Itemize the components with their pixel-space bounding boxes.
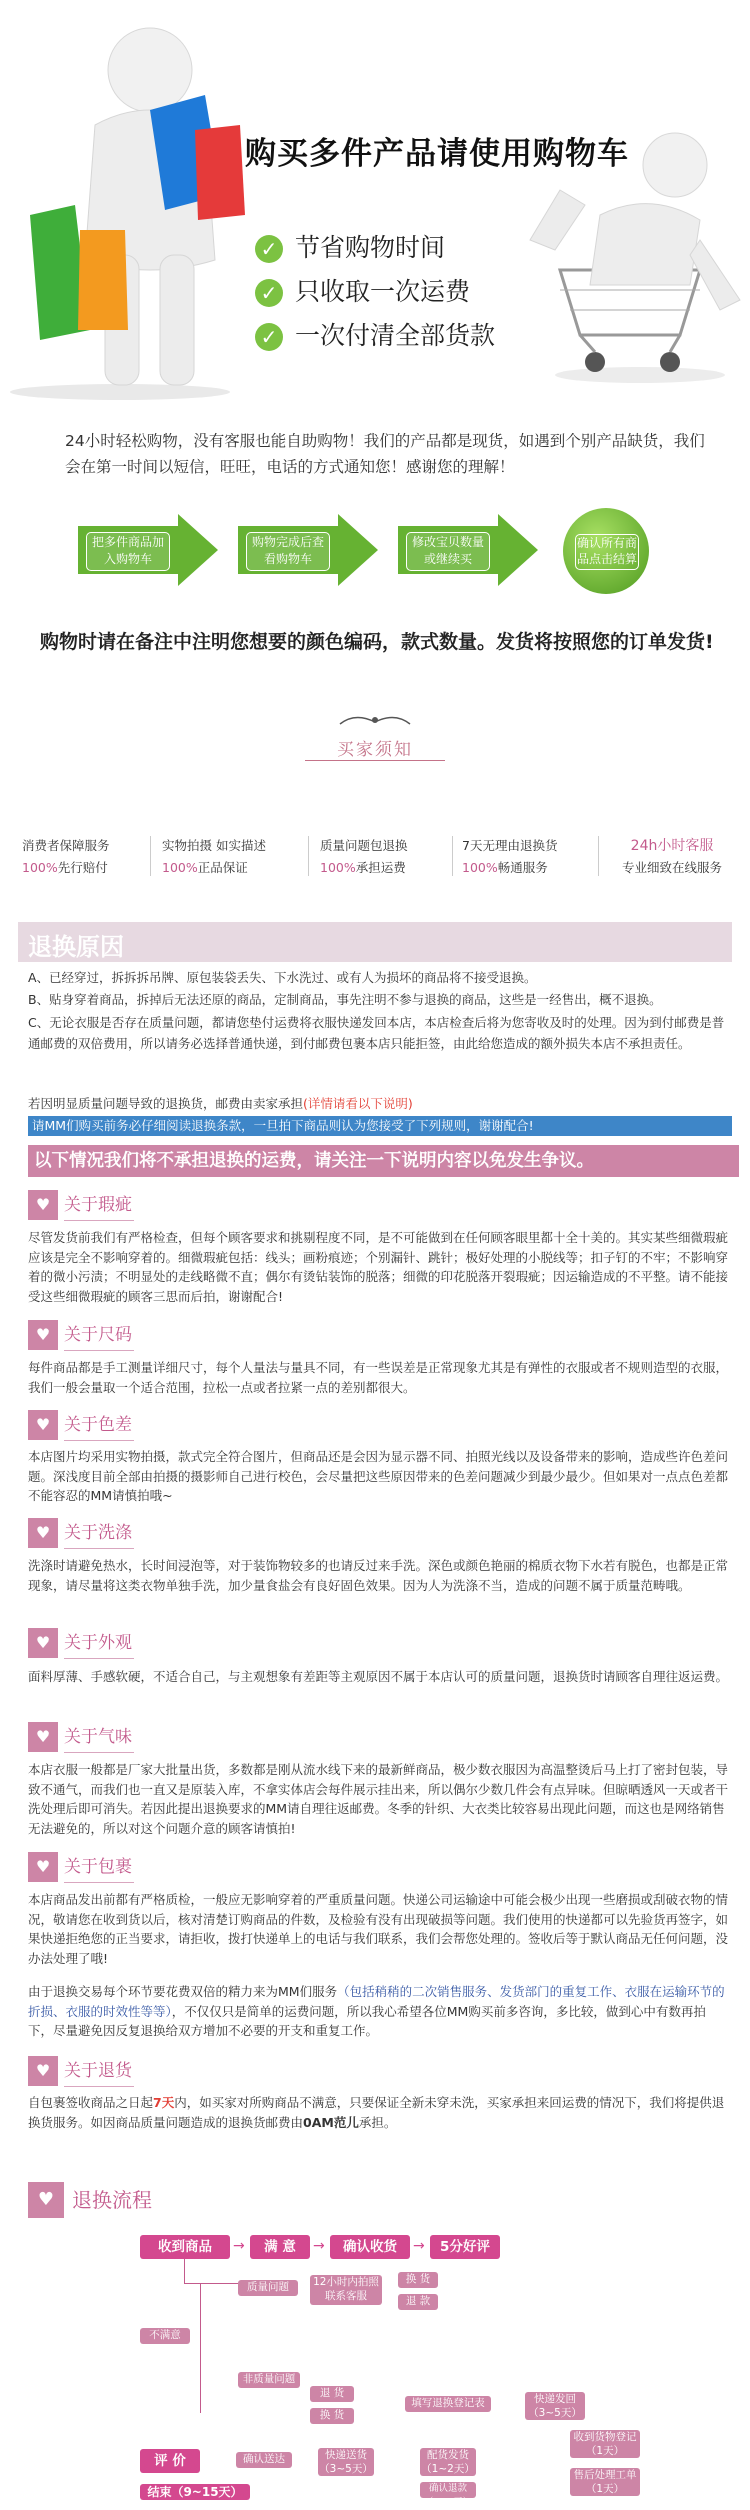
reason-a: A、已经穿过，拆拆拆吊牌、原包装袋丢失、下水洗过、或有人为损坏的商品将不接受退换。 [28, 970, 537, 985]
section-title: 关于色差 [64, 1415, 132, 1435]
flow-contact: 12小时内拍照联系客服 [310, 2275, 382, 2305]
section-title: 关于气味 [64, 1727, 132, 1747]
reason-note [28, 1094, 728, 1114]
service-desc: 承担运费 [355, 860, 406, 875]
flow-evaluate: 评 价 [140, 2449, 200, 2473]
flow-fill: 填写退换登记表 [405, 2396, 491, 2412]
flow-satisfied: 满 意 [250, 2235, 310, 2259]
arrow-right-icon: → [413, 2238, 425, 2254]
trust-suffix: ，不仅仅只是简单的运费问题，所以我心希望各位MM购买前多咨询，多比较，做到心中有数再拍下，尽量避免因反复退换给双方增加不必要的开支和重复工作。 [28, 2003, 706, 2038]
section-title: 关于尺码 [64, 1325, 132, 1345]
section-wash-heading [28, 1518, 132, 1548]
step-label: 把多件商品加入购物车 [86, 532, 170, 571]
benefit-label: 一次付清全部货款 [295, 321, 496, 350]
heart-icon: ♥ [28, 1190, 58, 1220]
heart-icon: ♥ [28, 1410, 58, 1440]
flow-refund-pay: 确认退款（1~2天） [420, 2482, 476, 2498]
step-label: 修改宝贝数量或继续买 [406, 532, 490, 571]
benefit-3 [255, 316, 495, 352]
flow-rate: 5分好评 [430, 2235, 500, 2259]
benefit-1 [255, 228, 445, 264]
divider [305, 760, 445, 761]
service-title: 实物拍摄 如实描述 [162, 838, 266, 853]
flow-refund-1: 退 款 [398, 2294, 438, 2310]
arrow-right-icon: → [313, 2238, 325, 2254]
heart-icon: ♥ [28, 1320, 58, 1350]
section-look-heading [28, 1628, 132, 1658]
service-pct: 100% [162, 860, 198, 875]
section-title: 关于外观 [64, 1633, 132, 1653]
section-wash-text: 洗涤时请避免热水，长时间浸泡等，对于装饰物较多的也请反过来手洗。深色或颜色艳丽的棉质衣物下水若有脱色，也都是正常现象，请尽量将这类衣物单独手洗，加少量食盐会有良好固色效果。因为人为洗涤不当，造成的问题不属于质量范畴哦。 [28, 1558, 729, 1593]
arrow-right-icon: → [233, 2238, 245, 2254]
divider [598, 836, 599, 876]
trust-prefix: 由于退换交易每个环节要花费双倍的精力来为MM们服务 [28, 1984, 338, 1999]
section-color-heading [28, 1410, 132, 1440]
section-size-text: 每件商品都是手工测量详细尺寸，每个人量法与量具不同，有一些误差是正常现象尤其是有弹性的衣服或者不规则造型的衣服，我们一般会量取一个适合范围，拉松一点或者拉紧一点的差别都很大。 [28, 1360, 729, 1395]
step-label: 购物完成后查看购物车 [246, 532, 330, 571]
benefit-label: 节省购物时间 [295, 233, 446, 262]
service-pct: 100% [320, 860, 356, 875]
step-1 [78, 514, 218, 586]
heart-icon: ♥ [28, 1852, 58, 1882]
flow-quality: 质量问题 [238, 2280, 298, 2296]
ornament-icon [335, 710, 415, 732]
notice-strip: 请MM们购买前务必仔细阅读退换条款，一旦拍下商品则认为您接受了下列规则，谢谢配合! [28, 1116, 732, 1136]
reasons-title: 退换原因 [28, 933, 124, 961]
brand-name: 0AM范儿 [303, 2114, 359, 2130]
heart-icon: ♥ [28, 1722, 58, 1752]
benefit-2 [255, 272, 470, 308]
service-desc: 先行赔付 [57, 860, 108, 875]
service-2 [162, 835, 266, 879]
return-text-c: 承担。 [358, 2114, 397, 2130]
trust-highlight: （包括稍稍的二次销售服务、发货部门的重复工作、衣服在运输环节的折损、衣服的时效性等等） [28, 1984, 725, 2019]
flow-unsatisfied: 不满意 [140, 2328, 190, 2344]
service-desc: 畅通服务 [497, 860, 548, 875]
section-color-text: 本店图片均采用实物拍摄，款式完全符合图片，但商品还是会因为显示器不同、拍照光线以及设备带来的影响，造成些许色差问题。深浅度目前全部由拍摄的摄影师自己进行校色，会尽量把这些原因带来的色差问题减少到最少最少。但如果对一点点色差都不能容忍的MM请慎拍哦~ [28, 1449, 729, 1503]
step-2 [238, 514, 378, 586]
section-title: 关于瑕疵 [64, 1195, 132, 1215]
reason-b: B、贴身穿着商品，拆掉后无法还原的商品，定制商品，事先注明不参与退换的商品，这些是一经售出，概不退换。 [28, 992, 662, 1007]
divider [308, 836, 309, 876]
divider [452, 836, 453, 876]
warning-bar: 以下情况我们将不承担退换的运费，请关注一下说明内容以免发生争议。 [28, 1145, 739, 1177]
reason-c: C、无论衣服是否存在质量问题，都请您垫付运费将衣服快递发回本店，本店检查后将为您寄收及时的处理。因为到付邮费是普通邮费的双倍费用，所以请务必选择普通快递，到付邮费包裹本店只能拒签，由此给您造成的额外损失本店不承担责任。 [28, 1015, 725, 1051]
section-return-heading [28, 2056, 132, 2086]
service-title: 24h小时客服 [630, 838, 714, 854]
section-title: 关于退货 [64, 2061, 132, 2081]
section-return-text [28, 2093, 728, 2132]
benefit-label: 只收取一次运费 [295, 277, 471, 306]
heart-icon: ♥ [28, 2056, 58, 2086]
section-smell-text: 本店衣服一般都是厂家大批量出货，多数都是刚从流水线下来的最新鲜商品，极少数衣服因为高温整烫后马上打了密封包装，导致不通气，而我们也一直又是原装入库，不拿实体店会每件展示挂出来，所以偶尔少数几件会有点异味。但晾晒透风一天或者干洗处理后即可消失。若因此提出退换要求的MM请自理往返邮费。冬季的针织、大衣类比较容易出现此问题，而这也是网络销售无法避免的，所以对这个问题介意的顾客请慎拍! [28, 1762, 729, 1836]
service-desc: 专业细致在线服务 [621, 860, 722, 875]
section-title: 关于洗涤 [64, 1523, 132, 1543]
buy-hint: 购物时请在备注中注明您想要的颜色编码，款式数量。发货将按照您的订单发货! [40, 631, 714, 653]
step-3 [398, 514, 538, 586]
flow-nonquality: 非质量问题 [238, 2372, 300, 2388]
return-days: 7天 [153, 2095, 175, 2110]
flow-exchange-1: 换 货 [398, 2272, 438, 2288]
intro-text: 24小时轻松购物，没有客服也能自助购物！我们的产品都是现货，如遇到个别产品缺货，我们会在第一时间以短信，旺旺，电话的方式通知您！感谢您的理解！ [65, 432, 705, 476]
section-package-text: 本店商品发出前都有严格质检，一般应无影响穿着的严重质量问题。快递公司运输途中可能会极少出现一些磨损或刮破衣物的情况，敬请您在收到货以后，核对清楚订购商品的件数，及检验有没有出现破损等问题。我们使用的快递都可以先验货再签字，如果快递拒绝您的正当要求，请拒收，拨打快递单上的电话与我们联系，我们会帮您处理的。签收后等于默认商品无任何问题，没办法处理了哦! [28, 1892, 729, 1966]
return-text-a: 自包裹签收商品之日起 [28, 2095, 154, 2110]
service-title: 消费者保障服务 [22, 838, 110, 853]
check-icon: ✓ [255, 235, 283, 263]
note-text: 若因明显质量问题导致的退换货，邮费由卖家承担 [28, 1096, 304, 1111]
hero-title: 购买多件产品请使用购物车 [245, 136, 629, 172]
service-desc: 正品保证 [197, 860, 248, 875]
step-label: 确认所有商品点击结算 [575, 534, 639, 570]
check-icon: ✓ [255, 323, 283, 351]
flow-end: 结束（9~15天） [140, 2484, 250, 2500]
flow-refund-2: 退 货 [310, 2386, 354, 2402]
shopper-figure [30, 28, 245, 385]
flow-title: 退换流程 [72, 2188, 152, 2212]
service-4 [462, 835, 557, 879]
section-title: 关于包裹 [64, 1857, 132, 1877]
flow-review: 售后处理工单（1天） [570, 2468, 640, 2496]
hero-banner [0, 0, 750, 400]
service-3 [320, 835, 408, 879]
heart-icon: ♥ [28, 2182, 64, 2218]
trust-text [28, 1982, 728, 2041]
flow-deliver: 快递送货（3~5天） [319, 2449, 373, 2475]
service-5 [612, 835, 732, 879]
section-size-heading [28, 1320, 132, 1350]
heart-icon: ♥ [28, 1628, 58, 1658]
reasons-band [18, 922, 732, 962]
section-defect-heading [28, 1190, 132, 1220]
notice-title: 买家须知 [337, 740, 413, 760]
flow-signed: 确认送达 [236, 2452, 292, 2468]
flow-register: 收到货物登记（1天） [570, 2430, 640, 2458]
section-smell-heading [28, 1722, 132, 1752]
section-package-heading [28, 1852, 132, 1882]
service-pct: 100% [462, 860, 498, 875]
flow-exchange-2: 换 货 [310, 2408, 354, 2424]
service-title: 7天无理由退换货 [462, 838, 558, 853]
heart-icon: ♥ [28, 1518, 58, 1548]
return-text-b: 内，如买家对所购商品不满意，只要保证全新未穿未洗，买家承担来回运费的情况下，我们将提供退换货服务。如因商品质量问题造成的退换货邮费由 [28, 2095, 725, 2130]
note-link[interactable]: (详情请看以下说明) [303, 1096, 413, 1111]
divider [150, 836, 151, 876]
section-defect-text: 尽管发货前我们有严格检查，但每个顾客要求和挑剔程度不同，是不可能做到在任何顾客眼里都十全十美的。其实某些细微瑕疵应该是完全不影响穿着的。细微瑕疵包括：线头；画粉痕迹；个别漏针、跳针；极好处理的小脱线等；扣子钉的不牢；不影响穿着的微小污渍；不明显处的走线略微不直；偶尔有烫钻装饰的脱落；细微的印花脱落开裂瑕疵；因运输造成的不平整。请不能接受这些细微瑕疵的顾客三思而后拍，谢谢配合! [28, 1230, 729, 1304]
service-title: 质量问题包退换 [320, 838, 408, 853]
service-1 [22, 835, 110, 879]
flow-receive: 收到商品 [140, 2235, 230, 2259]
section-look-text: 面料厚薄、手感软硬，不适合自己，与主观想象有差距等主观原因不属于本店认可的质量问题，退换货时请顾客自理往返运费。 [28, 1669, 729, 1684]
service-pct: 100% [22, 860, 58, 875]
check-icon: ✓ [255, 279, 283, 307]
flow-resend: 配货发货（1~2天） [421, 2449, 475, 2475]
flow-confirm: 确认收货 [330, 2235, 410, 2259]
step-4-circle [563, 508, 649, 594]
flow-ship-back: 快递发回（3~5天） [525, 2392, 585, 2420]
